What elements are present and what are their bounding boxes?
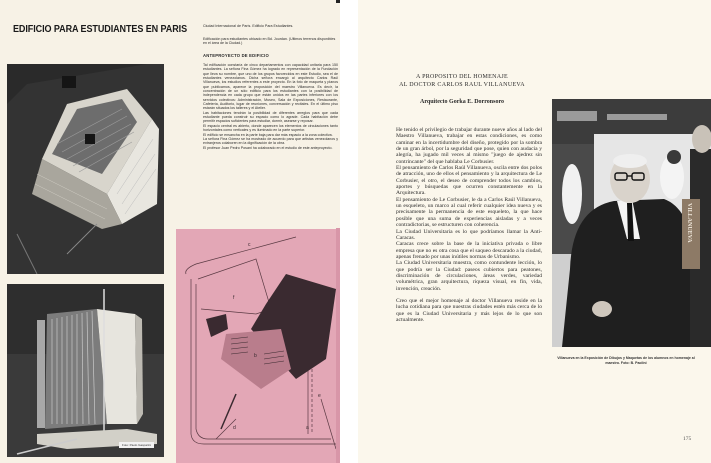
paragraph: He tenido el privilegio de trabajar durante nueve años al lado del Maestro Villanueva, trabajar en estas condiciones, es como caminar en la incertidumbre del diseño, protegido por la sombra de un gran árbol, por la seguridad que pose, quien con audacia y alegría, ha jugado mil veces al mismo "juego de ajedrez sin contrincante" del que hablaba Le Corbusier. xyxy=(396,127,542,165)
right-body-text xyxy=(396,127,542,323)
paragraph: El edificio se ensancha en la parte baja para dar más espacio a la zona colectiva. xyxy=(203,132,333,137)
photo-credit: Foto: Paolo Gasparini xyxy=(119,442,154,448)
plan-label: b xyxy=(254,353,257,359)
plan-label: e xyxy=(318,393,321,399)
project-location-line: Ciudad Internacional de París. Edificio Para Estudiantes. xyxy=(203,24,294,28)
article-title-right xyxy=(382,73,542,90)
photo-caption: Villanueva en la Exposición de Dibujos y Maquetas de los alumnos en homenaje al maestro. Foto: B. Paolini xyxy=(557,356,695,365)
intro-text: Edificación para estudiantes ubicado en Bd. Jourdan. (Ultimos terrenos disponibles en el área de la Ciudad.) xyxy=(203,37,336,46)
paragraph: El pensamiento de Le Corbusier, le da a Carlos Raúl Villanueva, un esqueleto, un marco al cual referir cualquier idea nueva y es precisamente la permanencia de este esqueleto, la que hace posible que una suma de experiencias aisladas y a veces contradictorias, se estructuren con coherencia. xyxy=(396,196,542,229)
left-page xyxy=(0,0,340,463)
plan-label: a xyxy=(306,425,309,431)
author-byline: Arquitecto Gorka E. Dorronsoro xyxy=(420,99,504,105)
site-plan xyxy=(176,229,340,463)
article-title: EDIFICIO PARA ESTUDIANTES EN PARIS xyxy=(13,23,188,35)
paragraph: Tal edificación constaría de cinco departamentos con capacidad unitaria para 150 estudiantes. La señora Fina Gómez ha logrado en representación de la Fundación que lleva su nombre, que uno de los grupos favorecidos en este Estudio, sea el de estudiantes venezolanos. Dicha señora encargó al arquitecto Carlos Raúl Villanueva, los estudios referentes a este proyecto. En la foto de maqueta y planos que publicamos, aparece la proposición del maestro Villanueva. Es decir, la concentración de un sólo edificio para los estudiantes con la posibilidad de independencia en cada grupo que están unidos en las partes inferiores con los servicios colectivos: Administración, Museo, Sala de Exposiciones, Restaurante, Cafetería, Auditorio, lugar de reuniones, conversación y recitales. En el último piso estarán situados los talleres y el Atelier. xyxy=(203,63,338,111)
paragraph: El pensamiento de Carlos Raúl Villanueva, oscila entre dos polos de atracción, uno de ellos el pensamiento y la arquitectura de Le Corbusier, el otro, el deseo de comprender todos los cambios, aportes y búsquedas que ocurren constantemente en la Arquitectura. xyxy=(396,165,542,197)
section-heading: ANTEPROYECTO DE EDIFICIO xyxy=(203,53,269,58)
paragraph: El profesor Juan Pedro Posani ha colaborado en el estudio de este anteproyecto. xyxy=(203,145,333,150)
poster-text: VILLANUEVA xyxy=(686,203,692,243)
plan-label: c xyxy=(248,242,251,248)
paragraph: La Ciudad Universitaria es lo que podríamos llamar la Anti-Caracas. xyxy=(396,228,542,241)
plan-label: f xyxy=(233,295,235,301)
plan-label: d xyxy=(233,425,236,431)
paragraph: El espacio central es abierto, donde aparecen los elementos de circulaciones tanto horizontales como verticales y es iluminado en la parte superior. xyxy=(203,123,338,133)
paragraph: Las habitaciones tendrán la posibilidad de diferentes arreglos para que cada estudiante pueda construir su espacio como lo agrade. Cada habitación debe permitir espacios suficientes para estudiar, dormir, asearse y reposar. xyxy=(203,110,338,124)
title-line: AL DOCTOR CARLOS RAUL VILLANUEVA xyxy=(399,82,525,89)
paragraph: La señora Fina Gómez se ha mostrado de acuerdo para que artistas venezolanos y extranjeros colaboren en la dignificación de la obra. xyxy=(203,136,338,146)
corner-mark xyxy=(336,0,340,3)
portrait-photo xyxy=(552,99,711,347)
left-body-text xyxy=(203,63,338,150)
page-gutter xyxy=(340,0,358,463)
model-photo-aerial xyxy=(7,64,164,274)
closing-paragraph: Creo que el mejor homenaje al doctor Villanueva reside en la lucha cotidiana para que nuestras ciudades estén más cerca de lo que es la Ciudad Universitaria y más lejos de lo que son actualmente. xyxy=(396,297,542,323)
page-number: 175 xyxy=(683,436,692,442)
paragraph: Caracas crece sobre la base de la iniciativa privada o libre empresa que no es otra cosa que el saqueo descarado a la ciudad, apenas frenado por unas inútiles normas de Urbanismo. xyxy=(396,241,542,260)
title-line: A PROPOSITO DEL HOMENAJE xyxy=(415,74,509,80)
paragraph: La Ciudad Universitaria muestra, como contundente lección, lo que podría ser la Ciudad: paseos cubiertos para peatones, discriminación de circulaciones, áreas verdes, variedad volumétrica, gran arquitectura, riqueza visual, en fin, vida, invención, creación. xyxy=(396,260,542,292)
model-photo-front xyxy=(7,284,164,457)
